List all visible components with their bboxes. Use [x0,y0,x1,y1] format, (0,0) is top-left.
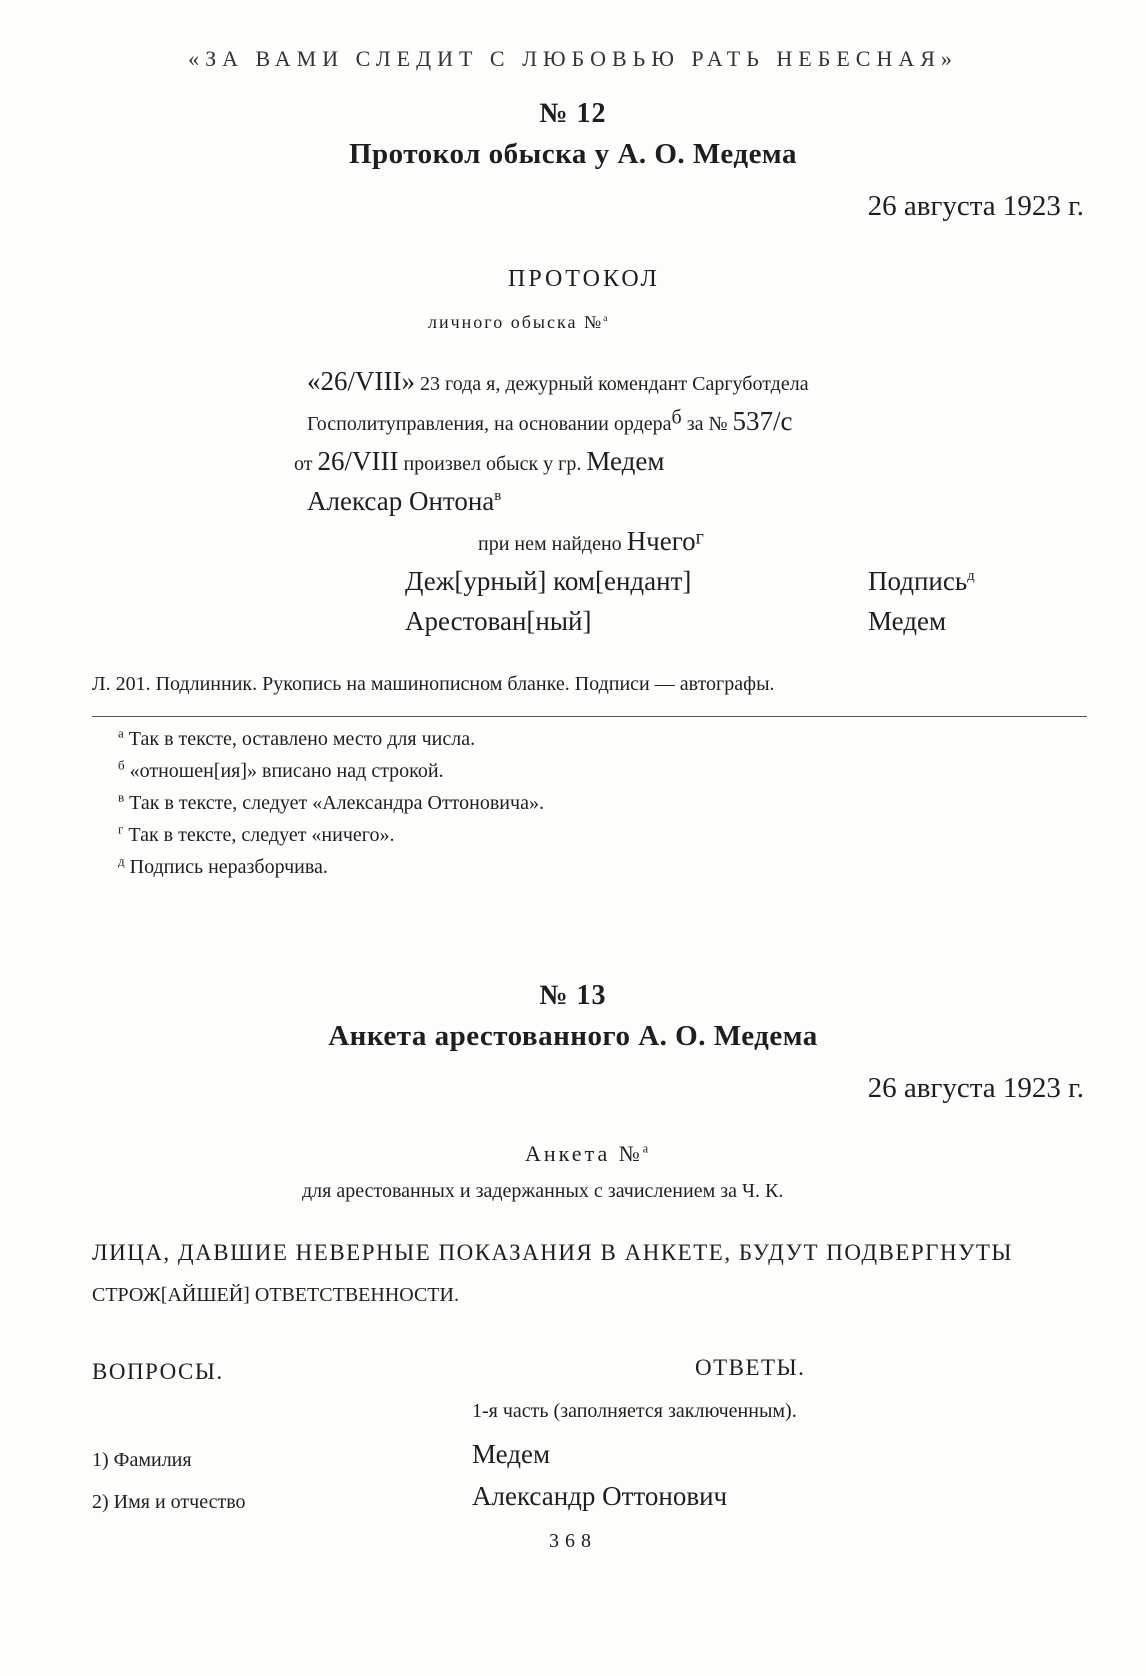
doc12-date: 26 августа 1923 г. [867,190,1084,222]
doc12-form-subtitle: личного обыска №$^а$ [428,312,610,332]
doc12-line-3: от 26/VIII произвел обыск у гр. Медем [294,446,665,476]
page-number: 368 [549,1530,597,1552]
doc13-warning-line-2: СТРОЖ[АЙШЕЙ] ОТВЕТСТВЕННОСТИ. [92,1284,459,1306]
answer-1: Медем [472,1439,551,1469]
doc12-number: № 12 [539,98,607,129]
doc12-line-1: «26/VIII» 23 года я, дежурный комендант Саргуботдела [307,366,809,396]
doc13-form-subtitle: для арестованных и задержанных с зачислением за Ч. К. [302,1180,784,1202]
doc12-sign1-label: Деж[урный] ком[ендант] [405,566,692,596]
question-2: 2) Имя и отчество [92,1491,246,1513]
doc12-line-2: Госполитуправления, на основании ордера$^б$ за № 537/с [307,406,793,436]
doc13-form-title: Анкета №$^а$ [525,1141,652,1166]
doc12-found: при нем найдено Нчего$^г$ [478,526,704,556]
footnote-rule [92,716,1087,717]
running-head: «ЗА ВАМИ СЛЕДИТ С ЛЮБОВЬЮ РАТЬ НЕБЕСНАЯ» [188,46,958,71]
doc13-date: 26 августа 1923 г. [867,1072,1084,1104]
doc12-sign2-value: Медем [868,606,947,636]
doc12-title: Протокол обыска у А. О. Медема [349,138,797,170]
questions-header: ВОПРОСЫ. [92,1359,224,1384]
question-1: 1) Фамилия [92,1449,192,1471]
doc12-archive-note: Л. 201. Подлинник. Рукопись на машинописном бланке. Подписи — автографы. [92,673,775,695]
answer-2: Александр Оттонович [472,1481,728,1511]
doc12-sign2-label: Арестован[ный] [405,606,592,636]
answers-header: ОТВЕТЫ. [695,1355,806,1380]
footnote-a: $^а$ Так в тексте, оставлено место для числа. [118,725,476,750]
part-label: 1-я часть (заполняется заключенным). [472,1400,797,1422]
footnote-d: $^д$ Подпись неразборчива. [118,853,328,878]
footnote-b: $^б$ «отношен[ия]» вписано над строкой. [118,757,444,782]
doc12-line-4: Алексар Онтона$^в$ [307,486,502,516]
doc13-warning-line-1: ЛИЦА, ДАВШИЕ НЕВЕРНЫЕ ПОКАЗАНИЯ В АНКЕТЕ, БУДУТ ПОДВЕРГНУТЫ [92,1240,1013,1265]
doc13-number: № 13 [539,980,607,1011]
doc12-sign1-value: Подпись$^д$ [868,566,975,596]
footnote-g: $^г$ Так в тексте, следует «ничего». [118,821,395,846]
footnote-v: $^в$ Так в тексте, следует «Александра Оттоновича». [118,789,544,814]
doc13-title: Анкета арестованного А. О. Медема [328,1020,818,1052]
doc12-form-title: ПРОТОКОЛ [508,266,660,292]
